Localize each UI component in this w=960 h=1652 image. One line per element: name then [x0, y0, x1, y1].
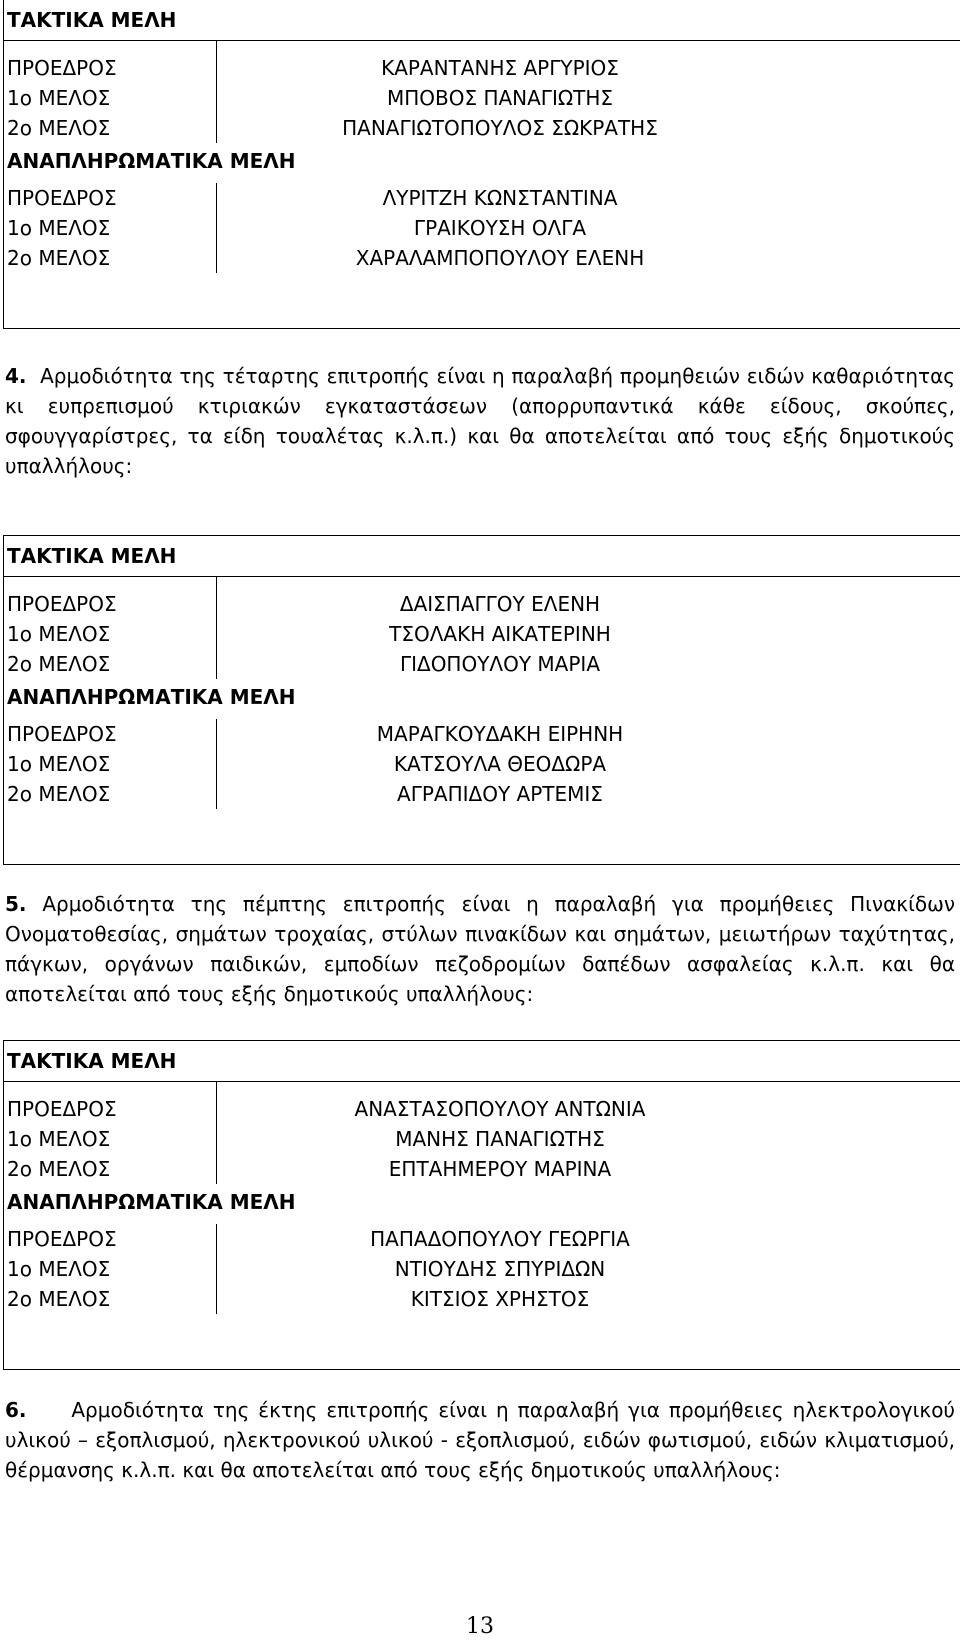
member-name: ΝΤΙΟΥΔΗΣ ΣΠΥΡΙΔΩΝ [394, 1257, 606, 1281]
role-label: 1ο ΜΕΛΟΣ [4, 749, 217, 779]
role-label: 2ο ΜΕΛΟΣ [4, 779, 217, 809]
member-name: ΔΑΙΣΠΑΓΓΟΥ ΕΛΕΝΗ [399, 592, 601, 616]
member-name: ΠΑΠΑΔΟΠΟΥΛΟΥ ΓΕΩΡΓΙΑ [370, 1227, 630, 1251]
paragraph-4 [5, 361, 955, 481]
role-label: ΠΡΟΕΔΡΟΣ [4, 53, 217, 83]
paragraph-text: Αρμοδιότητα της πέμπτης επιτροπής είναι η παραλαβή για προμήθειες Πινακίδων Ονοματοθεσίας, σημάτων τροχαίας, στύλων πινακίδων και σημάτων, μειωτήρων ταχύτητας, πάγκων, οργάνων παιδικών, εμποδίων πεζοδρομίων δαπέδων ασφαλείας κ.λ.π. και θα αποτελείται από τους εξής δημοτικούς υπαλλήλους: [5, 892, 955, 1006]
role-label: ΠΡΟΕΔΡΟΣ [4, 589, 217, 619]
role-label: ΠΡΟΕΔΡΟΣ [4, 1094, 217, 1124]
substitute-members-heading: ΑΝΑΠΛΗΡΩΜΑΤΙΚΑ ΜΕΛΗ [7, 1190, 296, 1214]
role-label: 2ο ΜΕΛΟΣ [4, 243, 217, 273]
role-label: ΠΡΟΕΔΡΟΣ [4, 719, 217, 749]
role-label: ΠΡΟΕΔΡΟΣ [4, 183, 217, 213]
member-name: ΛΥΡΙΤΖΗ ΚΩΝΣΤΑΝΤΙΝΑ [382, 186, 618, 210]
member-name: ΕΠΤΑΗΜΕΡΟΥ ΜΑΡΙΝΑ [388, 1157, 612, 1181]
member-name: ΤΣΟΛΑΚΗ ΑΙΚΑΤΕΡΙΝΗ [389, 622, 611, 646]
role-label: 2ο ΜΕΛΟΣ [4, 649, 217, 679]
member-name: ΓΙΔΟΠΟΥΛΟΥ ΜΑΡΙΑ [399, 652, 601, 676]
committee-table-1 [3, 0, 960, 329]
role-label: 2ο ΜΕΛΟΣ [4, 1284, 217, 1314]
role-label: 1ο ΜΕΛΟΣ [4, 213, 217, 243]
member-name: ΑΓΡΑΠΙΔΟΥ ΑΡΤΕΜΙΣ [397, 782, 603, 806]
member-name: ΓΡΑΙΚΟΥΣΗ ΟΛΓΑ [413, 216, 587, 240]
member-name: ΜΑΡΑΓΚΟΥΔΑΚΗ ΕΙΡΗΝΗ [376, 722, 624, 746]
committee-table-3 [3, 1040, 960, 1370]
member-name: ΜΠΟΒΟΣ ΠΑΝΑΓΙΩΤΗΣ [386, 86, 614, 110]
regular-members-heading: ΤΑΚΤΙΚΑ ΜΕΛΗ [4, 536, 960, 577]
member-name: ΚΙΤΣΙΟΣ ΧΡΗΣΤΟΣ [410, 1287, 590, 1311]
paragraph-text: Αρμοδιότητα της τέταρτης επιτροπής είναι η παραλαβή προμηθειών ειδών καθαριότητας κι ευπρεπισμού κτιριακών εγκαταστάσεων (απορρυπαντικά κάθε είδους, σκούπες, σφουγγαρίστρες, τα είδη τουαλέτας κ.λ.π.) και θα αποτελείται από τους εξής δημοτικούς υπαλλήλους: [5, 364, 956, 478]
role-label: 1ο ΜΕΛΟΣ [4, 1254, 217, 1284]
role-label: ΠΡΟΕΔΡΟΣ [4, 1224, 217, 1254]
role-label: 2ο ΜΕΛΟΣ [4, 1154, 217, 1184]
paragraph-5 [5, 889, 955, 1009]
member-name: ΑΝΑΣΤΑΣΟΠΟΥΛΟΥ ΑΝΤΩΝΙΑ [354, 1097, 646, 1121]
substitute-members-heading: ΑΝΑΠΛΗΡΩΜΑΤΙΚΑ ΜΕΛΗ [7, 149, 296, 173]
regular-members-heading: ΤΑΚΤΙΚΑ ΜΕΛΗ [4, 1041, 960, 1082]
member-name: ΜΑΝΗΣ ΠΑΝΑΓΙΩΤΗΣ [395, 1127, 605, 1151]
member-name: ΧΑΡΑΛΑΜΠΟΠΟΥΛΟΥ ΕΛΕΝΗ [355, 246, 645, 270]
member-name: ΚΑΡΑΝΤΑΝΗΣ ΑΡΓΥΡΙΟΣ [381, 56, 619, 80]
member-name: ΚΑΤΣΟΥΛΑ ΘΕΟΔΩΡΑ [393, 752, 607, 776]
role-label: 1ο ΜΕΛΟΣ [4, 1124, 217, 1154]
committee-table-2 [3, 535, 960, 865]
paragraph-text: Αρμοδιότητα της έκτης επιτροπής είναι η παραλαβή για προμήθειες ηλεκτρολογικού υλικού – εξοπλισμού, ηλεκτρονικού υλικού - εξοπλισμού, ειδών φωτισμού, ειδών κλιματισμού, θέρμανσης κ.λ.π. και θα αποτελείται από τους εξής δημοτικούς υπαλλήλους: [5, 1398, 955, 1482]
role-label: 1ο ΜΕΛΟΣ [4, 619, 217, 649]
paragraph-6 [5, 1395, 955, 1485]
role-label: 1ο ΜΕΛΟΣ [4, 83, 217, 113]
paragraph-number: 5. [5, 892, 27, 916]
regular-members-heading: ΤΑΚΤΙΚΑ ΜΕΛΗ [4, 0, 960, 41]
role-label: 2ο ΜΕΛΟΣ [4, 113, 217, 143]
paragraph-number: 4. [5, 364, 27, 388]
paragraph-number: 6. [5, 1398, 27, 1422]
member-name: ΠΑΝΑΓΙΩΤΟΠΟΥΛΟΣ ΣΩΚΡΑΤΗΣ [342, 116, 658, 140]
substitute-members-heading: ΑΝΑΠΛΗΡΩΜΑΤΙΚΑ ΜΕΛΗ [7, 685, 296, 709]
page-number: 13 [466, 1614, 494, 1639]
